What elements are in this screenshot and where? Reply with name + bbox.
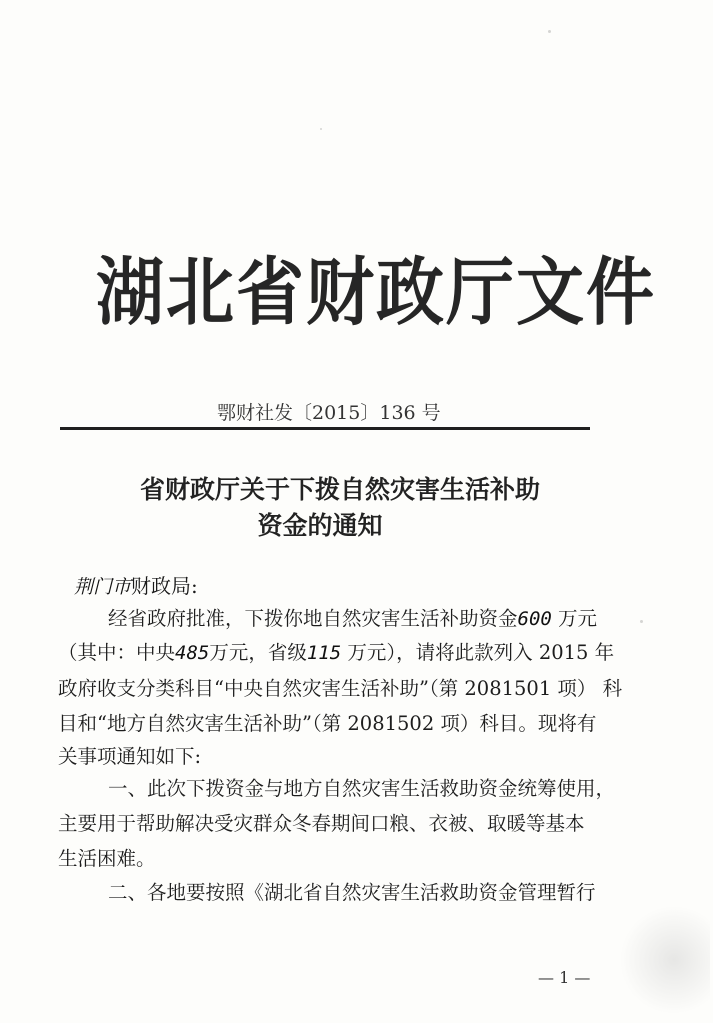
salutation-suffix: 财政局: bbox=[131, 574, 198, 598]
salutation bbox=[74, 570, 198, 599]
handwritten-amount-provincial: 115 bbox=[306, 642, 342, 664]
page-number: — 1 — bbox=[538, 968, 591, 987]
document-number: 鄂财社发〔2015〕136 号 bbox=[217, 402, 441, 424]
text-segment: 万元），请将此款列入 2015 年 bbox=[341, 641, 615, 664]
header-divider bbox=[60, 427, 590, 430]
text-segment: 万元，省级 bbox=[209, 641, 307, 664]
paragraph-1-line-4: 目和“地方自然灾害生活补助”（第 2081502 项）科目。现将有 bbox=[58, 712, 597, 735]
scan-speck bbox=[548, 30, 551, 33]
document-header-title: 湖北省财政厅文件 bbox=[96, 250, 657, 336]
paragraph-1-line-1 bbox=[108, 603, 597, 631]
notice-title-line-2: 资金的通知 bbox=[257, 511, 383, 540]
paragraph-3-line-1: 二、各地要按照《湖北省自然灾害生活救助资金管理暂行 bbox=[108, 881, 596, 904]
text-segment: 经省政府批准，下拨你地自然灾害生活补助资金 bbox=[108, 607, 518, 630]
paragraph-1-line-5: 关事项通知如下: bbox=[58, 745, 202, 768]
handwritten-recipient: 荆门市 bbox=[74, 576, 132, 598]
paragraph-2-line-2: 主要用于帮助解决受灾群众冬春期间口粮、衣被、取暖等基本 bbox=[58, 812, 585, 835]
paragraph-2-line-3: 生活困难。 bbox=[58, 847, 156, 870]
paragraph-2-line-1: 一、此次下拨资金与地方自然灾害生活救助资金统筹使用， bbox=[108, 777, 616, 800]
scan-smudge bbox=[620, 905, 710, 1015]
handwritten-amount-central: 485 bbox=[175, 642, 210, 664]
text-segment: （其中：中央 bbox=[58, 641, 176, 664]
scan-speck bbox=[320, 128, 322, 130]
handwritten-amount-total: 600 bbox=[517, 608, 552, 630]
paragraph-1-line-2 bbox=[58, 637, 614, 665]
scan-speck bbox=[640, 620, 643, 623]
notice-title-line-1: 省财政厅关于下拨自然灾害生活补助 bbox=[139, 475, 540, 504]
text-segment: 万元 bbox=[551, 607, 598, 630]
paragraph-1-line-3: 政府收支分类科目“中央自然灾害生活补助”（第 2081501 项） 科 bbox=[58, 677, 623, 700]
